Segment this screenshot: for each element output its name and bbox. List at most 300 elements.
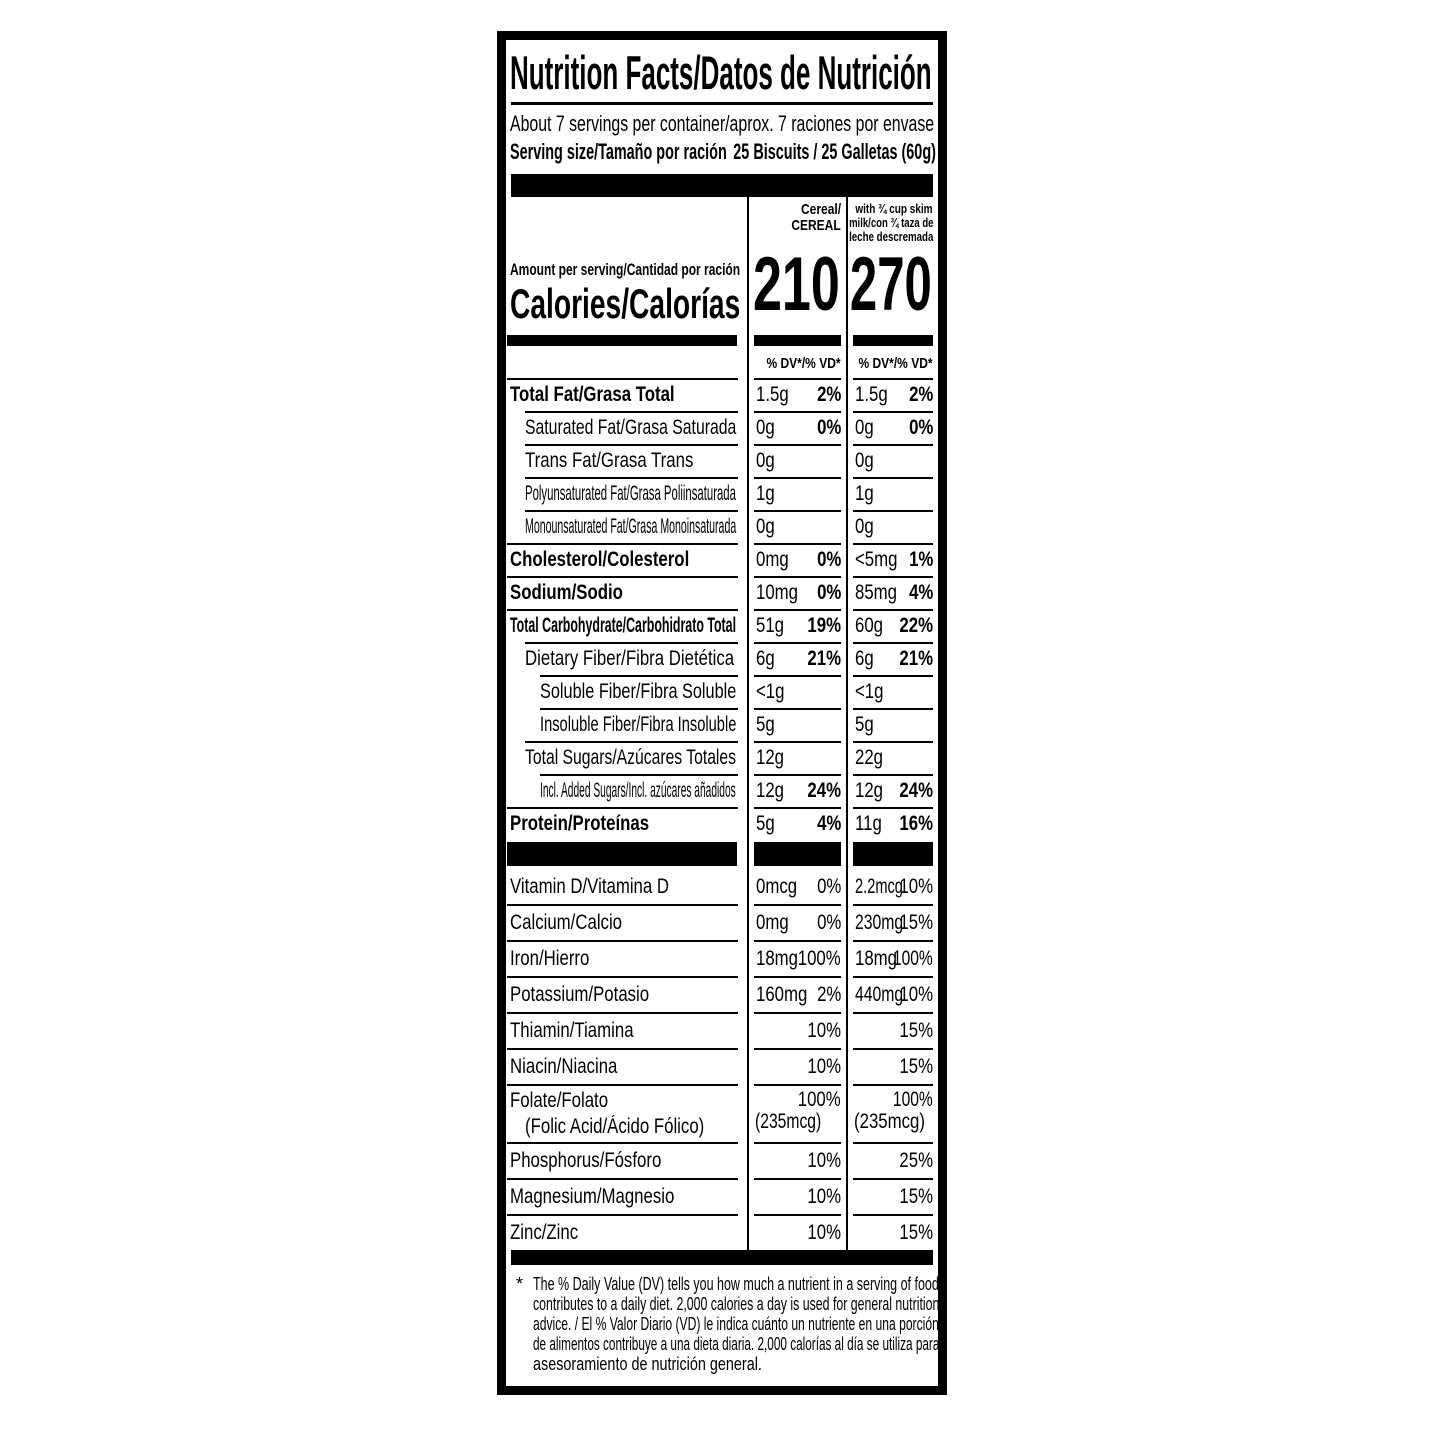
value-cell: [846, 976, 938, 1012]
hairline: [853, 609, 933, 611]
amount-value: 6g: [756, 647, 775, 670]
nutrient-label-cell: [506, 378, 747, 411]
column-header-text: leche descremada: [848, 230, 933, 244]
amount-value: 12g: [756, 746, 785, 769]
nutrient-row: [506, 774, 938, 807]
percent-value: 21%: [807, 647, 841, 670]
footnote-line: [533, 1334, 940, 1354]
value-cell: [747, 940, 846, 976]
amount-value: 0mg: [756, 548, 789, 571]
percent-value: 0%: [816, 548, 841, 571]
footnote-text: asesoramiento de nutrición general.: [533, 1354, 762, 1374]
percent-value: 1%: [908, 548, 933, 571]
percent-value: 0%: [816, 875, 841, 898]
hairline: [525, 510, 738, 512]
nutrient-label: Total Sugars/Azúcares Totales: [525, 746, 737, 769]
nutrient-label-cell: [506, 1048, 747, 1084]
nutrient-label: Potassium/Potasio: [510, 983, 650, 1006]
calories-value-cereal: 210: [753, 242, 840, 327]
value-cell: [846, 1214, 938, 1250]
percent-value: 0%: [816, 416, 841, 439]
amount-per-serving-label: Amount per serving/Cantidad por ración: [510, 260, 741, 279]
hairline: [754, 807, 841, 809]
hairline: [853, 708, 933, 710]
dv-header-cereal-cell: [747, 348, 846, 378]
separator-segment-cell: [506, 840, 747, 868]
nutrient-label-cell: [506, 940, 747, 976]
nutrient-label-cell: [506, 1142, 747, 1178]
separator-row-thick: [506, 840, 938, 868]
percent-value: 10%: [807, 1185, 841, 1208]
amount-value: 5g: [756, 812, 775, 835]
percent-value: 2%: [908, 383, 933, 406]
sub-value: (235mcg): [755, 1110, 822, 1133]
percent-value: 10%: [899, 983, 933, 1006]
value-cell: [846, 1012, 938, 1048]
nutrient-label-cell: [506, 708, 747, 741]
percent-value: 10%: [807, 1019, 841, 1042]
amount-value: 10mg: [756, 581, 799, 604]
hairline: [754, 904, 841, 906]
amount-value: 0g: [855, 416, 874, 439]
hairline: [853, 1214, 933, 1216]
hairline: [754, 609, 841, 611]
nutrition-label: [497, 31, 947, 1395]
hairline: [525, 444, 738, 446]
columns-section: [506, 197, 938, 1250]
hairline: [853, 576, 933, 578]
nutrient-label-cell: [506, 774, 747, 807]
calories-value-milk: 270: [850, 242, 932, 327]
nutrient-label-cell: [506, 576, 747, 609]
hairline: [507, 976, 738, 978]
hairline: [754, 708, 841, 710]
nutrient-label: Soluble Fiber/Fibra Soluble: [540, 680, 737, 703]
hairline: [754, 477, 841, 479]
nutrient-label-cell: [506, 807, 747, 840]
value-cell: [846, 642, 938, 675]
hairline: [754, 642, 841, 644]
title-rule: [511, 102, 933, 105]
value-cell: [747, 576, 846, 609]
hairline: [507, 1084, 738, 1086]
separator-segment-cell: [506, 333, 747, 348]
footnote-marker: *: [516, 1274, 524, 1294]
dv-header-empty-cell: [506, 348, 747, 378]
footnote-text: advice. / El % Valor Diario (VD) le indica cuánto un nutriente en una porción: [533, 1314, 939, 1334]
separator-bar-top: [511, 174, 933, 197]
nutrient-label-cell: [506, 609, 747, 642]
value-cell: [747, 411, 846, 444]
hairline: [507, 1178, 738, 1180]
nutrient-label-cell: [506, 477, 747, 510]
nutrient-label-cell: [506, 904, 747, 940]
column-header-text: milk/con ¾ taza de: [848, 216, 933, 230]
nutrient-label-cell: [506, 741, 747, 774]
value-cell: [846, 510, 938, 543]
footnote-lines: [533, 1274, 940, 1374]
serving-size-value: 25 Biscuits / 25 Galletas (60g): [733, 139, 936, 164]
nutrient-label: Incl. Added Sugars/Incl. azúcares añadidos: [540, 779, 736, 802]
hairline: [754, 940, 841, 942]
label-title: [510, 46, 934, 100]
value-cell: [846, 741, 938, 774]
amount-value: 60g: [855, 614, 884, 637]
value-cell: [846, 940, 938, 976]
value-cell: [846, 1084, 938, 1142]
hairline: [853, 807, 933, 809]
separator-segment-cell: [747, 840, 846, 868]
amount-value: 440mg: [855, 983, 904, 1006]
hairline: [853, 904, 933, 906]
vitamin-row: [506, 976, 938, 1012]
nutrient-label-cell: [506, 1214, 747, 1250]
nutrient-label: Protein/Proteínas: [510, 812, 650, 835]
percent-value: 15%: [899, 1019, 933, 1042]
vitamin-row: [506, 904, 938, 940]
value-cell: [747, 510, 846, 543]
value-cell: [747, 1048, 846, 1084]
percent-value: 100%: [798, 1088, 841, 1111]
hairline: [507, 1048, 738, 1050]
nutrient-label: Thiamin/Tiamina: [510, 1019, 634, 1042]
amount-value: 5g: [855, 713, 874, 736]
nutrient-label: Phosphorus/Fósforo: [510, 1149, 662, 1172]
hairline: [853, 444, 933, 446]
hairline: [853, 642, 933, 644]
percent-value: 4%: [908, 581, 933, 604]
nutrient-label: Total Fat/Grasa Total: [510, 383, 675, 406]
value-cell: [846, 807, 938, 840]
footnote-line: [533, 1294, 940, 1314]
servings-line: [510, 110, 934, 137]
value-cell: [747, 378, 846, 411]
nutrient-row: [506, 411, 938, 444]
percent-value: 0%: [816, 911, 841, 934]
percent-value: 19%: [807, 614, 841, 637]
hairline: [853, 675, 933, 677]
hairline: [754, 378, 841, 380]
value-cell: [747, 609, 846, 642]
hairline: [853, 1048, 933, 1050]
nutrient-row: [506, 510, 938, 543]
amount-value: 85mg: [855, 581, 898, 604]
percent-value: 100%: [893, 947, 933, 970]
hairline: [754, 675, 841, 677]
value-cell: [846, 904, 938, 940]
hairline: [754, 774, 841, 776]
percent-value: 24%: [807, 779, 841, 802]
column-header-text: CEREAL: [791, 217, 841, 234]
percent-value: 22%: [899, 614, 933, 637]
percent-value: 0%: [816, 581, 841, 604]
nutrient-row: [506, 708, 938, 741]
value-cell: [747, 774, 846, 807]
nutrient-row: [506, 741, 938, 774]
value-cell: [846, 774, 938, 807]
nutrient-label-cell: [506, 1012, 747, 1048]
nutrient-label-cell: [506, 868, 747, 904]
vitamin-row: [506, 940, 938, 976]
amount-value: 11g: [855, 812, 882, 835]
vitamin-row: [506, 868, 938, 904]
hairline: [540, 675, 738, 677]
percent-value: 2%: [816, 983, 841, 1006]
serving-size-label: Serving size/Tamaño por ración: [510, 139, 727, 164]
nutrient-label: Monounsaturated Fat/Grasa Monoinsaturada: [525, 515, 737, 538]
hairline: [507, 807, 738, 809]
nutrient-label-cell: [506, 976, 747, 1012]
vitamin-row: [506, 1048, 938, 1084]
value-cell: [747, 642, 846, 675]
nutrient-label-cell: [506, 411, 747, 444]
value-cell: [747, 543, 846, 576]
value-cell: [747, 741, 846, 774]
footnote: [506, 1265, 938, 1386]
nutrient-row: [506, 642, 938, 675]
separator-segment: [853, 842, 933, 866]
percent-value: 16%: [899, 812, 933, 835]
percent-value: 15%: [899, 1055, 933, 1078]
hairline: [754, 543, 841, 545]
dv-header-milk-cell: [846, 348, 938, 378]
amount-value: 0mcg: [756, 875, 798, 898]
nutrient-label: Sodium/Sodio: [510, 581, 623, 604]
nutrient-label: Total Carbohydrate/Carbohidrato Total: [510, 614, 737, 637]
value-cell: [846, 675, 938, 708]
column-header-line: [823, 202, 933, 216]
percent-value: 15%: [899, 1185, 933, 1208]
value-cell: [846, 609, 938, 642]
hairline: [540, 774, 738, 776]
hairline: [507, 576, 738, 578]
percent-value: 2%: [816, 383, 841, 406]
amount-value: 0mg: [756, 911, 789, 934]
amount-value: 18mg: [855, 947, 898, 970]
value-cell: [747, 1142, 846, 1178]
percent-value: 15%: [899, 1221, 933, 1244]
hairline: [507, 1214, 738, 1216]
hairline: [853, 543, 933, 545]
hairline: [507, 904, 738, 906]
nutrient-label-cell: [506, 510, 747, 543]
value-cell: [747, 868, 846, 904]
amount-value: 0g: [756, 449, 775, 472]
value-cell: [846, 477, 938, 510]
hairline: [853, 1012, 933, 1014]
separator-segment-cell: [846, 333, 938, 348]
amount-value: 0g: [855, 515, 874, 538]
footnote-line: [533, 1314, 939, 1334]
nutrient-label: Saturated Fat/Grasa Saturada: [525, 416, 737, 439]
percent-value: 10%: [899, 875, 933, 898]
hairline: [525, 411, 738, 413]
value-cell: [846, 708, 938, 741]
hairline: [754, 1178, 841, 1180]
amount-value: 1.5g: [756, 383, 789, 406]
percent-value: 10%: [807, 1055, 841, 1078]
amount-value: 0g: [855, 449, 874, 472]
hairline: [853, 477, 933, 479]
value-cell: [747, 1214, 846, 1250]
hairline: [853, 510, 933, 512]
nutrient-label-cell: [506, 642, 747, 675]
separator-bar-bottom: [511, 1250, 933, 1265]
amount-value: 230mg: [855, 911, 904, 934]
amount-value: <1g: [855, 680, 884, 703]
nutrient-label-cell: [506, 543, 747, 576]
nutrient-label: Vitamin D/Vitamina D: [510, 875, 670, 898]
percent-value: 10%: [807, 1149, 841, 1172]
percent-value: 15%: [899, 911, 933, 934]
amount-value: 18mg: [756, 947, 799, 970]
hairline: [754, 576, 841, 578]
nutrient-label: Magnesium/Magnesio: [510, 1185, 675, 1208]
hairline: [525, 477, 738, 479]
hairline: [853, 774, 933, 776]
hairline: [853, 1142, 933, 1144]
hairline: [853, 1084, 933, 1086]
hairline: [754, 1142, 841, 1144]
vitamin-row: [506, 1178, 938, 1214]
value-cell: [747, 675, 846, 708]
value-cell: [846, 543, 938, 576]
hairline: [853, 1178, 933, 1180]
nutrient-label: Cholesterol/Colesterol: [510, 548, 690, 571]
amount-value: 1g: [855, 482, 874, 505]
hairline: [754, 1012, 841, 1014]
hairline: [525, 642, 738, 644]
value-cell: [747, 477, 846, 510]
value-cell: [846, 378, 938, 411]
footnote-text: contributes to a daily diet. 2,000 calories a day is used for general nutrition: [533, 1294, 940, 1314]
separator-segment: [754, 335, 841, 346]
nutrient-label-cell: [506, 1178, 747, 1214]
value-cell: [747, 708, 846, 741]
separator-segment: [507, 335, 737, 346]
percent-value: 0%: [908, 416, 933, 439]
nutrient-label: Dietary Fiber/Fibra Dietética: [525, 647, 735, 670]
hairline: [853, 976, 933, 978]
hairline: [754, 976, 841, 978]
hairline: [754, 741, 841, 743]
value-cell: [846, 411, 938, 444]
nutrient-row: [506, 807, 938, 840]
hairline: [853, 940, 933, 942]
nutrient-row: [506, 675, 938, 708]
percent-value: 10%: [807, 1221, 841, 1244]
nutrient-row: [506, 576, 938, 609]
nutrient-label: Insoluble Fiber/Fibra Insoluble: [540, 713, 737, 736]
value-cell: [846, 1048, 938, 1084]
separator-segment: [853, 335, 933, 346]
hairline: [540, 708, 738, 710]
percent-value: 21%: [899, 647, 933, 670]
column-header-line: [823, 216, 933, 230]
nutrient-row: [506, 543, 938, 576]
calories-label: Calories/Calorías: [510, 280, 741, 327]
nutrient-sublabel: (Folic Acid/Ácido Fólico): [525, 1115, 705, 1138]
nutrient-label: Trans Fat/Grasa Trans: [525, 449, 694, 472]
nutrient-label-cell: [506, 675, 747, 708]
footnote-line: [533, 1354, 930, 1374]
calories-row: [506, 197, 938, 333]
hairline: [507, 543, 738, 545]
amount-value: 12g: [756, 779, 785, 802]
percent-value: 4%: [816, 812, 841, 835]
hairline: [507, 1142, 738, 1144]
percent-value: 24%: [899, 779, 933, 802]
vitamin-row: [506, 1214, 938, 1250]
hairline: [754, 510, 841, 512]
nutrient-label: Iron/Hierro: [510, 947, 590, 970]
nutrient-label-cell: [506, 1084, 747, 1142]
dv-header-milk: % DV*/% VD*: [858, 355, 933, 372]
nutrient-row: [506, 444, 938, 477]
percent-value: 100%: [893, 1088, 933, 1111]
footnote-text: The % Daily Value (DV) tells you how much a nutrient in a serving of food: [533, 1274, 939, 1294]
nutrient-label: Polyunsaturated Fat/Grasa Poliinsaturada: [525, 482, 736, 505]
hairline: [754, 1048, 841, 1050]
serving-size-line: [510, 138, 934, 165]
milk-column-header: [823, 202, 933, 244]
nutrient-row: [506, 609, 938, 642]
value-cell: [846, 576, 938, 609]
footnote-text: de alimentos contribuye a una dieta diaria. 2,000 calorías al día se utiliza para: [533, 1334, 940, 1354]
amount-value: 2.2mcg: [855, 875, 903, 898]
hairline: [507, 1012, 738, 1014]
value-cell: [846, 868, 938, 904]
nutrient-rows: [506, 378, 938, 840]
nutrient-label: Niacin/Niacina: [510, 1055, 618, 1078]
sub-value: (235mcg): [854, 1110, 925, 1133]
nutrient-row: [506, 378, 938, 411]
column-header-text: Cereal/: [800, 201, 841, 218]
value-cell: [846, 1142, 938, 1178]
value-cell: [747, 1012, 846, 1048]
value-cell: [846, 444, 938, 477]
nutrient-row: [506, 477, 938, 510]
separator-segment: [754, 842, 841, 866]
hairline: [525, 741, 738, 743]
column-header-text: with ¾ cup skim: [855, 202, 933, 216]
value-cell: [747, 1084, 846, 1142]
footnote-line: [533, 1274, 939, 1294]
percent-value: 25%: [899, 1149, 933, 1172]
amount-value: 0g: [756, 416, 775, 439]
amount-value: 12g: [855, 779, 884, 802]
calories-label-cell: [506, 197, 747, 333]
hairline: [754, 411, 841, 413]
vitamin-row: [506, 1142, 938, 1178]
hairline: [754, 1084, 841, 1086]
vitamin-row: [506, 1084, 938, 1142]
amount-value: <5mg: [855, 548, 898, 571]
label-header: [506, 40, 938, 165]
amount-value: 1g: [756, 482, 775, 505]
amount-value: 6g: [855, 647, 874, 670]
hairline: [853, 741, 933, 743]
value-cell: [747, 976, 846, 1012]
amount-value: 51g: [756, 614, 785, 637]
hairline: [507, 378, 738, 380]
servings-text: About 7 servings per container/aprox. 7 raciones por envase: [510, 111, 935, 136]
separator-row-thin: [506, 333, 938, 348]
value-cell: [747, 904, 846, 940]
separator-segment-cell: [846, 840, 938, 868]
amount-value: 5g: [756, 713, 775, 736]
nutrient-label: Calcium/Calcio: [510, 911, 623, 934]
